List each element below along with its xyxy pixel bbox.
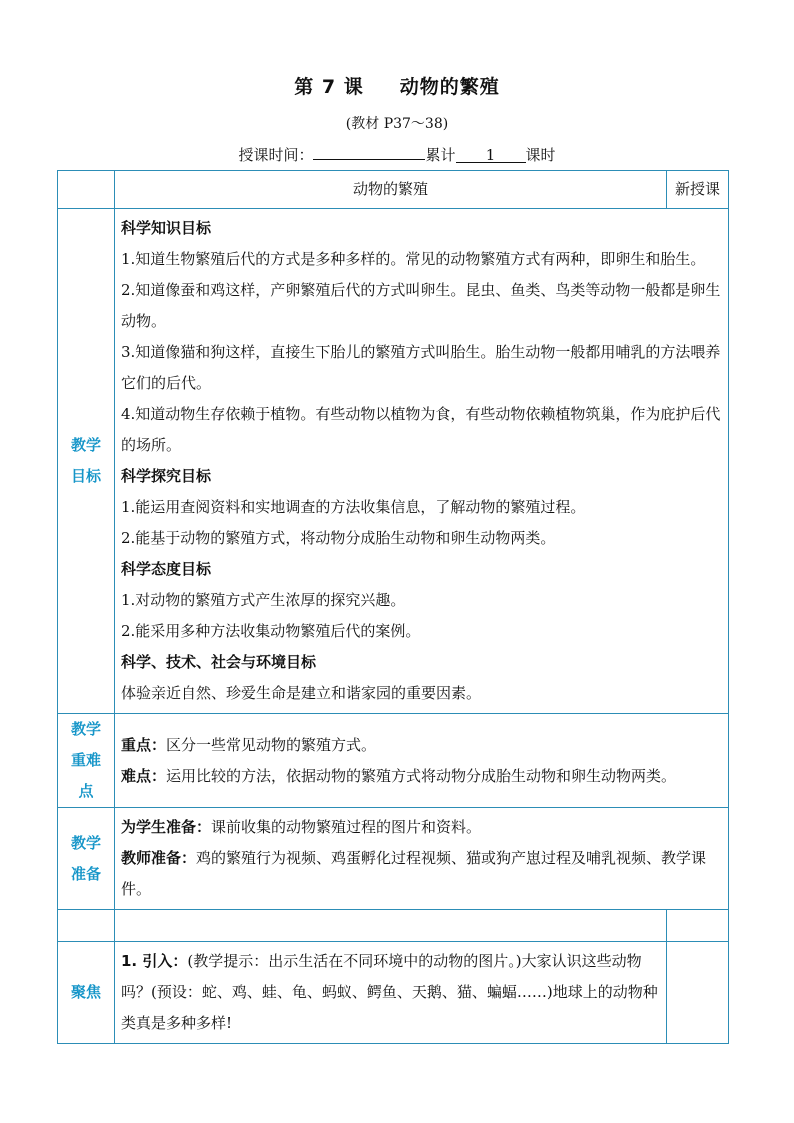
topic-cell: 动物的繁殖 — [115, 171, 667, 209]
focus-side-cell — [667, 942, 729, 1044]
knowledge-item-3: 3.知道像猫和狗这样，直接生下胎儿的繁殖方式叫胎生。胎生动物一般都用哺乳的方法喂养它们的后代。 — [121, 343, 721, 392]
key-points-content — [115, 714, 729, 808]
blank-cell-1 — [58, 910, 115, 942]
objectives-label — [58, 209, 115, 714]
knowledge-title: 科学知识目标 — [121, 219, 212, 237]
focus-row — [58, 942, 729, 1044]
lesson-type-cell: 新授课 — [667, 171, 729, 209]
key-points-label — [58, 714, 115, 808]
knowledge-item-1: 1.知道生物繁殖后代的方式是多种多样的。常见的动物繁殖方式有两种，即卵生和胎生。 — [121, 250, 706, 268]
objectives-label-text: 教学目标 — [70, 436, 101, 485]
blank-cell-3 — [667, 910, 729, 942]
teacher-prep — [121, 843, 722, 905]
objectives-row — [58, 209, 729, 714]
intro-text: (教学提示：出示生活在不同环境中的动物的图片。)大家认识这些动物吗？(预设：蛇、鸡、蛙、龟、蚂蚁、鳄鱼、天鹅、猫、蝙蝠……)地球上的动物种类真是多种多样! — [121, 952, 658, 1032]
objectives-content — [115, 209, 729, 714]
inquiry-item-1: 1.能运用查阅资料和实地调查的方法收集信息，了解动物的繁殖过程。 — [121, 498, 586, 516]
difficulty-text: 运用比较的方法，依据动物的繁殖方式将动物分成胎生动物和卵生动物两类。 — [166, 766, 677, 785]
focus-label: 聚焦 — [58, 942, 115, 1044]
period-label: 课时 — [525, 146, 556, 164]
teacher-label: 教师准备： — [121, 849, 197, 867]
attitude-title: 科学态度目标 — [121, 560, 212, 578]
knowledge-item-2: 2.知道像蚕和鸡这样，产卵繁殖后代的方式叫卵生。昆虫、鱼类、鸟类等动物一般都是卵生动物。 — [121, 281, 721, 330]
inquiry-title: 科学探究目标 — [121, 467, 212, 485]
total-label: 累计 — [425, 146, 456, 164]
schedule-line — [0, 143, 794, 165]
topic-row — [58, 171, 729, 209]
lesson-number: 第 7 课 — [294, 76, 364, 98]
student-text: 课前收集的动物繁殖过程的图片和资料。 — [211, 818, 482, 836]
time-label: 授课时间： — [238, 146, 314, 164]
key-label: 重点： — [121, 735, 167, 754]
intro-label: 1. 引入： — [121, 952, 188, 970]
sts-item-1: 体验亲近自然、珍爱生命是建立和谐家园的重要因素。 — [121, 684, 482, 702]
lesson-plan-table — [57, 170, 729, 1044]
blank-cell-2 — [115, 910, 667, 942]
page-title — [0, 72, 794, 99]
inquiry-item-2: 2.能基于动物的繁殖方式，将动物分成胎生动物和卵生动物两类。 — [121, 529, 556, 547]
knowledge-item-4: 4.知道动物生存依赖于植物。有些动物以植物为食，有些动物依赖植物筑巢，作为庇护后代的场所。 — [121, 405, 721, 454]
preparation-row — [58, 808, 729, 910]
intro-paragraph — [121, 946, 660, 1039]
blank-row — [58, 910, 729, 942]
topic-label-cell — [58, 171, 115, 209]
preparation-content — [115, 808, 729, 910]
preparation-label-text: 教学准备 — [70, 833, 101, 883]
attitude-item-2: 2.能采用多种方法收集动物繁殖后代的案例。 — [121, 622, 421, 640]
focus-content — [115, 942, 667, 1044]
textbook-pages: (教材 P37～38) — [345, 116, 449, 132]
time-blank — [313, 143, 425, 160]
total-value: 1 — [456, 146, 526, 163]
difficulty-label: 难点： — [121, 766, 167, 785]
attitude-item-1: 1.对动物的繁殖方式产生浓厚的探究兴趣。 — [121, 591, 406, 609]
key-text: 区分一些常见动物的繁殖方式。 — [166, 735, 377, 754]
key-points-label-text: 教学重难点 — [70, 720, 101, 800]
difficulty-point — [121, 761, 722, 792]
student-prep — [121, 812, 722, 843]
key-point — [121, 730, 722, 761]
student-label: 为学生准备： — [121, 818, 212, 836]
key-points-row — [58, 714, 729, 808]
teacher-text: 鸡的繁殖行为视频、鸡蛋孵化过程视频、猫或狗产崽过程及哺乳视频、教学课件。 — [121, 849, 707, 898]
lesson-name: 动物的繁殖 — [399, 76, 500, 98]
preparation-label — [58, 808, 115, 910]
sts-title: 科学、技术、社会与环境目标 — [121, 653, 317, 671]
